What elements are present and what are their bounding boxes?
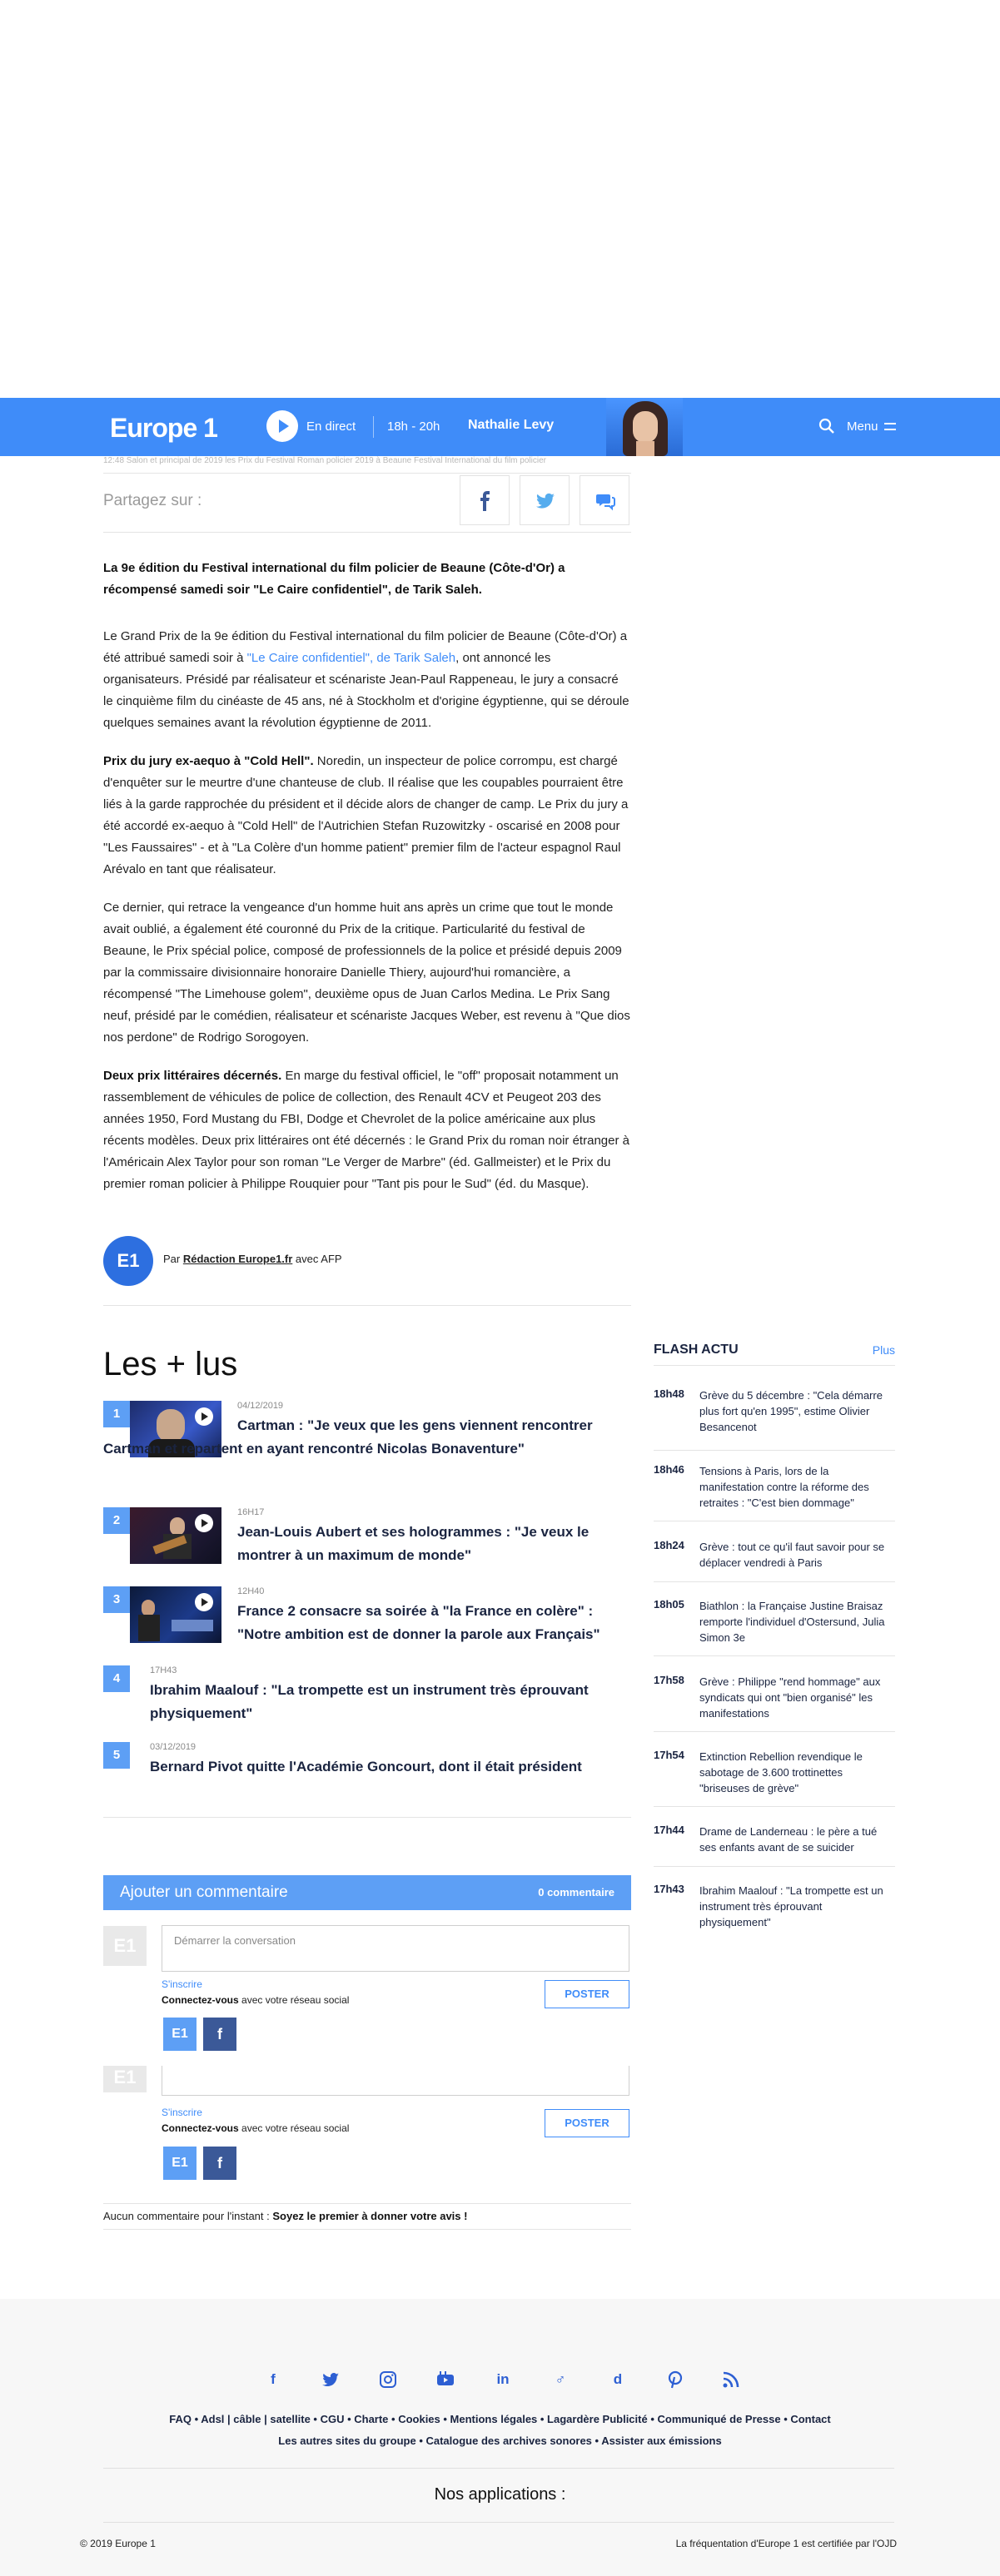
- footer-links-secondary[interactable]: Les autres sites du groupe • Catalogue des archives sonores • Assister aux émissions: [278, 2435, 722, 2447]
- flash-item[interactable]: [654, 1387, 895, 1451]
- header-divider: [373, 416, 374, 438]
- post-button[interactable]: POSTER: [545, 2109, 629, 2137]
- flash-text[interactable]: Tensions à Paris, lors de la manifestation contre la réforme des retraites : "C'est bien dommage": [699, 1465, 869, 1509]
- dailymotion-icon[interactable]: d: [613, 2371, 623, 2387]
- comment-placeholder: Démarrer la conversation: [174, 1934, 296, 1947]
- rank-badge: 2: [103, 1507, 130, 1534]
- footer-divider: [103, 2468, 894, 2469]
- facebook-icon[interactable]: f: [271, 2371, 276, 2387]
- flash-time: 17h54: [654, 1749, 684, 1761]
- search-icon[interactable]: [818, 418, 835, 434]
- comments-title: Ajouter un commentaire: [120, 1884, 288, 1901]
- login-facebook-button[interactable]: f: [203, 2018, 236, 2051]
- copyright: © 2019 Europe 1: [80, 2538, 156, 2549]
- share-comment-button[interactable]: [580, 475, 629, 525]
- article-paragraph: Prix du jury ex-aequo à "Cold Hell". Noredin, un inspecteur de police corrompu, est chargé d'enquêter sur le meurtre d'une chanteuse de club. Il réalise que les coupables pourraient être liés à la garde rapprochée du président et il décide alors de changer de camp. Le Prix du jury a été accordé ex-aequo à "Cold Hell" de l'Autrichien Stefan Ruzowitzky - oscarisé en 2008 pour "Les Faussaires" - et à "La Colère d'un homme patient" premier film de l'acteur espagnol Raul Arévalo en tant que réalisateur.: [103, 754, 629, 876]
- flash-item[interactable]: [654, 1463, 895, 1521]
- post-button[interactable]: POSTER: [545, 1980, 629, 2008]
- most-read-item[interactable]: [103, 1401, 636, 1484]
- most-read-item[interactable]: [103, 1507, 636, 1566]
- most-read-item[interactable]: [103, 1586, 636, 1645]
- connect-text: Connectez-vous avec votre réseau social: [162, 2122, 350, 2134]
- most-read-item[interactable]: [103, 1742, 636, 1784]
- article-paragraph: Deux prix littéraires décernés. En marge du festival officiel, le "off" proposait notamment un rassemblement de véhicules de police de collection, des Renault 4CV et Peugeot 203 des années 1950, Ford Mustang du FBI, Dodge et Chevrolet de la police américaine aux plus récents modèles. Deux prix littéraires ont été décernés : le Grand Prix du roman noir étranger à l'Américain Alex Taylor pour son roman "Le Verger de Marbre" (éd. Gallmeister) et le Prix du premier roman policier à Philippe Rouquier pour "Tant pis pour le Sud" (éd. du Masque).: [103, 1069, 629, 1191]
- item-thumbnail[interactable]: [130, 1507, 221, 1564]
- flash-header: [654, 1343, 895, 1366]
- divider: [103, 1817, 631, 1818]
- flash-title: FLASH ACTU: [654, 1343, 739, 1357]
- flash-item[interactable]: [654, 1539, 895, 1582]
- flash-item[interactable]: [654, 1749, 895, 1807]
- flash-item[interactable]: [654, 1598, 895, 1656]
- flash-more-link[interactable]: Plus: [872, 1343, 895, 1357]
- author-block: [103, 1236, 631, 1284]
- most-read-item[interactable]: [103, 1665, 636, 1724]
- flash-text[interactable]: Extinction Rebellion revendique le sabotage de 3.600 trottinettes "briseuses de grève": [699, 1750, 863, 1794]
- video-play-icon: [195, 1514, 213, 1532]
- comment-input[interactable]: [162, 1925, 629, 1972]
- footer-links[interactable]: FAQ • Adsl | câble | satellite • CGU • Charte • Cookies • Mentions légales • Lagardère Publicité • Communiqué de Presse • Contact: [169, 2413, 831, 2425]
- flash-text[interactable]: Drame de Landerneau : le père a tué ses enfants avant de se suicider: [699, 1825, 878, 1854]
- login-facebook-button[interactable]: f: [203, 2147, 236, 2180]
- rank-badge: 4: [103, 1665, 130, 1692]
- ojd-notice: La fréquentation d'Europe 1 est certifiée par l'OJD: [675, 2538, 897, 2549]
- login-europe1-button[interactable]: E1: [163, 2147, 197, 2180]
- site-header: [0, 398, 1000, 456]
- item-title-text[interactable]: Ibrahim Maalouf : "La trompette est un instrument très éprouvant physiquement": [150, 1682, 589, 1721]
- flash-text[interactable]: Grève : Philippe "rend hommage" aux syndicats qui ont "bien organisé" les manifestations: [699, 1675, 881, 1720]
- flash-time: 17h43: [654, 1883, 684, 1895]
- connect-text: Connectez-vous avec votre réseau social: [162, 1994, 350, 2006]
- twitter-icon: [535, 491, 555, 511]
- share-twitter-button[interactable]: [520, 475, 570, 525]
- flash-time: 18h48: [654, 1387, 684, 1400]
- item-title-text[interactable]: Cartman : "Je veux que les gens viennent rencontrer Cartman et repartent en ayant rencontré Nicolas Bonaventure": [103, 1417, 593, 1457]
- hamburger-icon[interactable]: [884, 423, 896, 430]
- article-paragraph: Le Grand Prix de la 9e édition du Festival international du film policier de Beaune (Côte-d'Or) a été attribué samedi soir à "Le Caire confidentiel", de Tarik Saleh, ont annoncé les organisateurs. Présidé par réalisateur et scénariste Jean-Paul Rappeneau, le jury a consacré le cinquième film du cinéaste de 45 ans, né à Stockholm et d'origine égyptienne, qui se déroule quelques semaines avant la révolution égyptienne de 2011.: [103, 629, 629, 730]
- share-bar: [103, 473, 631, 533]
- comment-icon: [595, 491, 615, 511]
- flash-time: 18h46: [654, 1463, 684, 1476]
- article-lead: La 9e édition du Festival international du film policier de Beaune (Côte-d'Or) a récompensé samedi soir "Le Caire confidentiel", de Tarik Saleh.: [103, 561, 565, 597]
- item-title-text[interactable]: Jean-Louis Aubert et ses hologrammes : "Je veux le montrer à un maximum de monde": [237, 1524, 590, 1563]
- rank-badge: 1: [103, 1401, 130, 1427]
- site-footer: [0, 2299, 1000, 2576]
- article-body: [103, 558, 631, 1212]
- share-facebook-button[interactable]: [460, 475, 510, 525]
- show-hours: 18h - 20h: [387, 419, 440, 434]
- divider: [103, 1305, 631, 1306]
- item-date: 16H17: [237, 1507, 265, 1517]
- item-date: 12H40: [237, 1586, 265, 1596]
- host-photo: [606, 398, 683, 456]
- flash-text[interactable]: Biathlon : la Française Justine Braisaz remporte l'individuel d'Ostersund, Julia Simon 3e: [699, 1600, 885, 1644]
- comment-input[interactable]: [162, 2066, 629, 2096]
- rank-badge: 5: [103, 1742, 130, 1769]
- play-live-button[interactable]: [266, 410, 298, 442]
- author-byline: Par Rédaction Europe1.fr avec AFP: [163, 1253, 342, 1265]
- user-avatar: E1: [103, 2066, 147, 2092]
- author-link[interactable]: Rédaction Europe1.fr: [182, 1253, 293, 1265]
- author-logo: E1: [103, 1236, 153, 1286]
- user-avatar: E1: [103, 1926, 147, 1966]
- flash-time: 18h24: [654, 1539, 684, 1551]
- signup-link[interactable]: S'inscrire: [162, 1978, 202, 1990]
- rss-icon[interactable]: [721, 2370, 741, 2390]
- article-paragraph: Ce dernier, qui retrace la vengeance d'un homme huit ans après un crime que tout le monde avait oublié, a également été couronné du Prix de la critique. Particularité du festival de Beaune, le Prix spécial police, composé de professionnels de la police et présidé depuis 2009 par la commissaire divisionnaire honoraire Danielle Thiery, aujourd'hui romancière, a récompensé "The Limehouse golem", deuxième opus de Juan Carlos Medina. Le Prix Sang neuf, présidé par le comédien, réalisateur et scénariste Jacques Weber, est revenu à "Que dios nos perdone" de Rodrigo Sorogoyen.: [103, 901, 630, 1045]
- instagram-icon[interactable]: [378, 2370, 398, 2390]
- most-read-title: Les + lus: [103, 1346, 238, 1382]
- linkedin-icon[interactable]: in: [496, 2371, 510, 2387]
- live-label[interactable]: En direct: [306, 419, 356, 434]
- ad-space: [0, 0, 1000, 398]
- flash-time: 17h44: [654, 1824, 684, 1836]
- item-title-text[interactable]: France 2 consacre sa soirée à "la France en colère" : "Notre ambition est de donner la parole aux Français": [237, 1603, 600, 1642]
- item-thumbnail[interactable]: [130, 1586, 221, 1643]
- footer-divider: [103, 2522, 894, 2523]
- flash-text[interactable]: Grève : tout ce qu'il faut savoir pour se déplacer vendredi à Paris: [699, 1541, 885, 1569]
- item-date: 03/12/2019: [150, 1742, 197, 1752]
- no-comments-notice: Aucun commentaire pour l'instant : Soyez le premier à donner votre avis !: [103, 2203, 631, 2230]
- item-date: 04/12/2019: [237, 1401, 284, 1411]
- video-play-icon: [195, 1593, 213, 1611]
- flash-time: 18h05: [654, 1598, 684, 1611]
- twitter-icon[interactable]: [321, 2370, 341, 2390]
- europe1-logo[interactable]: Europe 1: [110, 413, 217, 443]
- share-label: Partagez sur :: [103, 492, 202, 509]
- facebook-icon: [475, 491, 495, 511]
- item-title-text[interactable]: Bernard Pivot quitte l'Académie Goncourt, dont il était président: [150, 1759, 582, 1774]
- comments-count: 0 commentaire: [538, 1886, 614, 1898]
- signup-link[interactable]: S'inscrire: [162, 2107, 202, 2118]
- flash-item[interactable]: [654, 1883, 895, 1941]
- film-link[interactable]: "Le Caire confidentiel", de Tarik Saleh: [246, 651, 456, 665]
- show-host[interactable]: Nathalie Levy: [468, 418, 555, 432]
- flash-item[interactable]: [654, 1824, 895, 1867]
- flash-time: 17h58: [654, 1674, 684, 1686]
- rank-badge: 3: [103, 1586, 130, 1613]
- item-date: 17H43: [150, 1665, 177, 1675]
- comments-bar: [103, 1875, 631, 1910]
- flash-item[interactable]: [654, 1674, 895, 1732]
- pinterest-icon[interactable]: [665, 2370, 685, 2390]
- tiktok-icon[interactable]: ♂: [555, 2371, 566, 2387]
- article-caption: 12:48 Salon et principal de 2019 les Prix du Festival Roman policier 2019 à Beaune Festival International du film policier: [103, 456, 546, 465]
- youtube-icon[interactable]: [435, 2370, 455, 2390]
- apps-title: Nos applications :: [434, 2485, 566, 2504]
- login-europe1-button[interactable]: E1: [163, 2018, 197, 2051]
- flash-text[interactable]: Grève du 5 décembre : "Cela démarre plus fort qu'en 1995", estime Olivier Besancenot: [699, 1389, 883, 1433]
- menu-button[interactable]: Menu: [847, 419, 878, 434]
- flash-text[interactable]: Ibrahim Maalouf : "La trompette est un instrument très éprouvant physiquement": [699, 1884, 883, 1928]
